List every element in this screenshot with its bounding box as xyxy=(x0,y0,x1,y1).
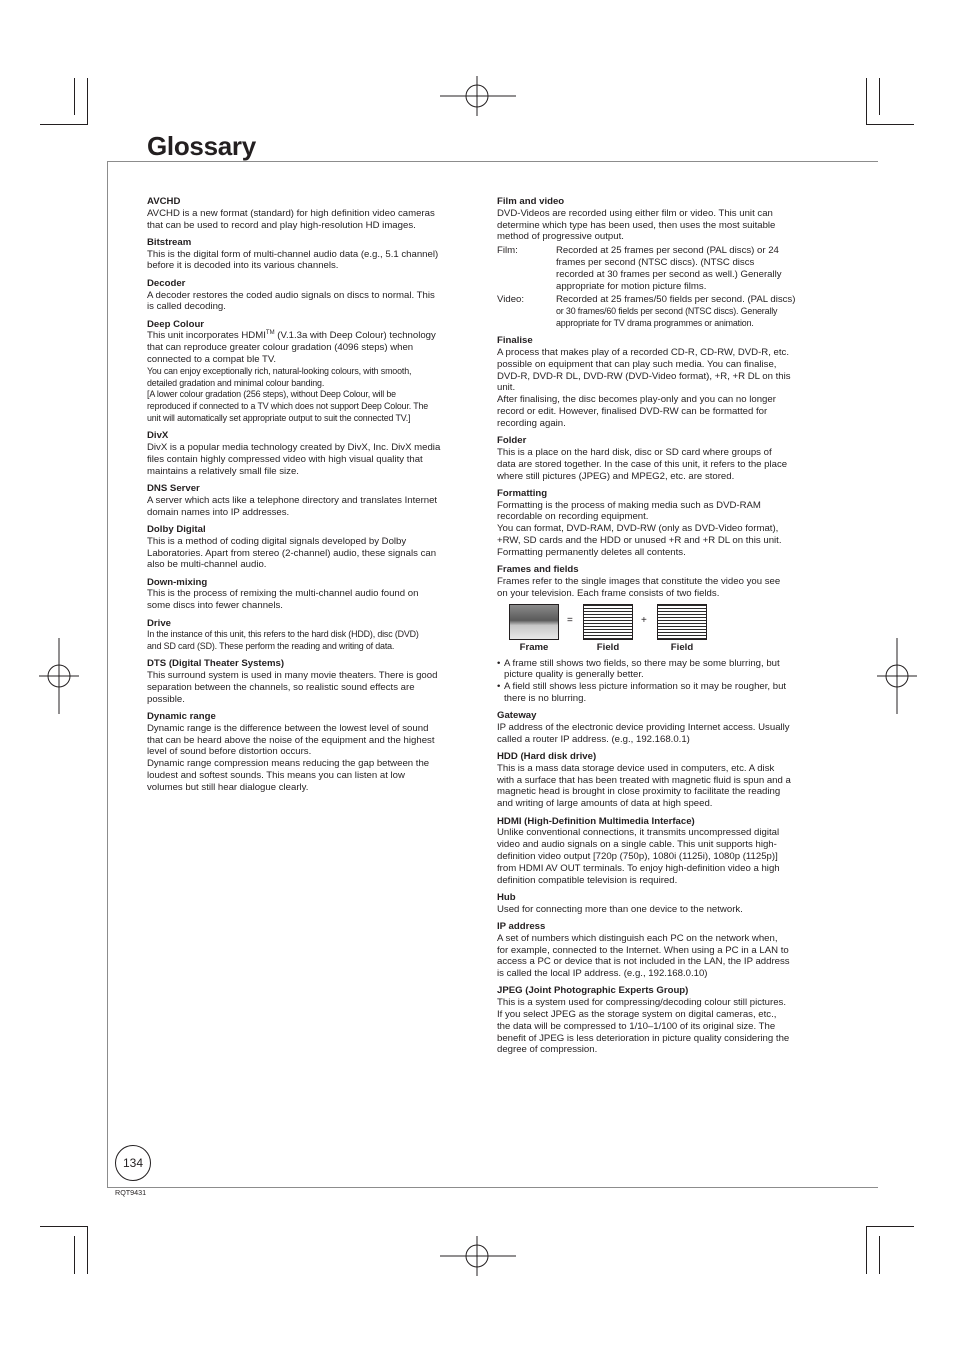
entry-term: Hub xyxy=(497,891,516,903)
equals-sign: = xyxy=(567,614,573,626)
entry-definition-note: You can enjoy exceptionally rich, natural-looking colours, with smooth, detailed gradation and minimal colour banding. [A lower colour gradation (256 steps), without Deep Colour, will be reproduced if connected to a TV which does not support Deep Colour. The unit will automatically set appropriate output to suit the connected TV.] xyxy=(147,365,429,424)
entry-definition: Formatting is the process of making media such as DVD-RAM recordable on recording equipment. You can format, DVD-RAM, DVD-RW (only as DVD-Video format), +RW, SD cards and the HDD or unused +R and +R DL on this unit. Formatting permanently deletes all contents. xyxy=(497,499,782,558)
glossary-entry-bitstream xyxy=(147,237,467,272)
glossary-entry-hdd xyxy=(497,751,819,810)
video-text-note: or 30 frames/60 fields per second (NTSC discs). Generally appropriate for TV drama programmes or animation. xyxy=(556,306,778,328)
entry-definition: This is a system used for compressing/decoding colour still pictures. If you select JPEG as the storage system on digital cameras, etc., the data will be compressed to 1/10–1/100 of its original size. The benefit of JPEG is less deterioration in picture quality considering the degree of compression. xyxy=(497,997,790,1056)
entry-term: Film and video xyxy=(497,196,565,207)
bullet-item xyxy=(497,658,819,682)
entry-definition xyxy=(147,330,467,365)
definition-text: (V.1.3a with Deep Colour) technology that can reproduce greater colour gradation (4096 steps) when connected to a compat ble TV. xyxy=(147,330,436,366)
registration-mark-top xyxy=(440,76,516,116)
frames-fields-illustration xyxy=(497,604,819,656)
glossary-entry-drive xyxy=(147,618,467,653)
entry-term: JPEG (Joint Photographic Experts Group) xyxy=(497,985,689,997)
glossary-entry-ip-address xyxy=(497,921,819,980)
entry-definition: Used for connecting more than one device to the network. xyxy=(497,903,743,915)
entry-definition: DVD-Videos are recorded using either film or video. This unit can determine which type has been used, then uses the most suitable method of progressive output. xyxy=(497,207,776,243)
entry-term: Decoder xyxy=(147,277,186,289)
entry-definition: A server which acts like a telephone directory and translates Internet domain names into IP addresses. xyxy=(147,494,438,518)
entry-term: Drive xyxy=(147,617,171,629)
right-column xyxy=(497,196,819,1062)
bullet-item xyxy=(497,681,819,705)
entry-definition: Unlike conventional connections, it transmits uncompressed digital video and audio signals on a single cable. This unit supports high- definition video output [720p (750p), 1080i (1125i), 1080p (1125p)] from HDMI AV OUT terminals. To enjoy high-definition video a high definition compatible television is required. xyxy=(497,827,780,886)
entry-term: DivX xyxy=(147,430,169,442)
film-row xyxy=(497,245,819,292)
glossary-entry-dolby-digital xyxy=(147,524,467,571)
glossary-entry-gateway xyxy=(497,710,819,745)
field-image-1 xyxy=(583,604,633,640)
entry-term: Bitstream xyxy=(147,236,192,248)
frame-label: Frame xyxy=(519,641,549,653)
glossary-entry-jpeg xyxy=(497,985,819,1056)
glossary-entry-hdmi xyxy=(497,816,819,887)
entry-term: DNS Server xyxy=(147,483,200,495)
left-margin-rule xyxy=(107,161,108,1188)
glossary-entry-dts xyxy=(147,658,467,705)
bullet-text: A field still shows less picture information so it may be rougher, but there is no blurring. xyxy=(504,681,787,704)
entry-definition: Frames refer to the single images that constitute the video you see on your television. Each frame consists of two fields. xyxy=(497,575,781,599)
video-text xyxy=(556,294,819,329)
entry-term: HDMI (High-Definition Multimedia Interface) xyxy=(497,815,695,827)
entry-term: Deep Colour xyxy=(147,318,205,330)
document-code: RQT9431 xyxy=(115,1188,147,1197)
glossary-entry-film-and-video xyxy=(497,196,819,330)
entry-term: AVCHD xyxy=(147,196,181,207)
registration-mark-bottom xyxy=(440,1236,516,1276)
definition-text: This unit incorporates HDMI xyxy=(147,330,266,342)
entry-definition: IP address of the electronic device providing Internet access. Usually called a router IP address. (e.g., 192.168.0.1) xyxy=(497,721,790,745)
glossary-entry-decoder xyxy=(147,278,467,313)
entry-definition: A set of numbers which distinguish each PC on the network when, for example, connected to the Internet. When using a PC in a LAN to access a PC or device that is not included in the LAN, the IP address is called the local IP address. (e.g., 192.168.0.10) xyxy=(497,932,790,980)
left-column xyxy=(147,196,467,799)
video-label: Video: xyxy=(497,294,525,306)
entry-term: Dynamic range xyxy=(147,711,216,723)
frame-image xyxy=(509,604,559,640)
glossary-entry-dns-server xyxy=(147,483,467,518)
glossary-entry-divx xyxy=(147,430,467,477)
trademark-superscript: TM xyxy=(265,330,275,337)
glossary-entry-hub xyxy=(497,892,819,916)
entry-term: DTS (Digital Theater Systems) xyxy=(147,658,285,670)
entry-definition: In the instance of this unit, this refers to the hard disk (HDD), disc (DVD) and SD card (SD). These perform the reading and writing of data. xyxy=(147,629,419,652)
entry-term: Frames and fields xyxy=(497,564,579,576)
entry-definition: This is the digital form of multi-channel audio data (e.g., 5.1 channel) before it is decoded into its various channels. xyxy=(147,248,439,272)
entry-definition: A process that makes play of a recorded CD-R, CD-RW, DVD-R, etc. possible on equipment that can play such media. You can finalise, DVD-R, DVD-R DL, DVD-RW (DVD-Video format), +R, +R DL on this unit. After finalising, the disc becomes play-only and you can no longer record or edit. However, finalised DVD-RW can be formatted for recording again. xyxy=(497,347,791,429)
registration-mark-right xyxy=(877,638,917,714)
field-label-1: Field xyxy=(596,641,620,653)
video-row xyxy=(497,294,819,329)
entry-definition: AVCHD is a new format (standard) for high definition video cameras that can be used to record and play high-resolution HD images. xyxy=(147,207,435,231)
entry-definition: This is a mass data storage device used in computers, etc. A disk with a surface that has been treated with magnetic fluid is spun and a magnetic head is brought in close proximity to facilitate the reading and writing of large amounts of data at high speed. xyxy=(497,762,791,810)
entry-term: IP address xyxy=(497,920,546,932)
glossary-entry-dynamic-range xyxy=(147,711,467,794)
glossary-entry-down-mixing xyxy=(147,577,467,612)
field-label-2: Field xyxy=(670,641,694,653)
glossary-entry-finalise xyxy=(497,335,819,429)
bullet-text: A frame still shows two fields, so there may be some blurring, but picture quality is generally better. xyxy=(504,657,780,681)
entry-term: Formatting xyxy=(497,487,548,499)
entry-term: Folder xyxy=(497,435,527,447)
glossary-entry-frames-and-fields xyxy=(497,564,819,705)
entry-definition: This is a method of coding digital signals developed by Dolby Laboratories. Apart from stereo (2-channel) audio, these signals can also be multi-channel audio. xyxy=(147,535,437,571)
field-image-2 xyxy=(657,604,707,640)
page-number: 134 xyxy=(115,1145,151,1181)
entry-definition: This is the process of remixing the multi-channel audio found on some discs into fewer channels. xyxy=(147,588,419,612)
bullet-mark: • xyxy=(497,657,501,669)
entry-term: Dolby Digital xyxy=(147,523,206,535)
entry-definition: DivX is a popular media technology created by DivX, Inc. DivX media files contain highly compressed video with high visual quality that maintains a relatively small file size. xyxy=(147,442,441,477)
entry-term: HDD (Hard disk drive) xyxy=(497,751,597,763)
bullet-mark: • xyxy=(497,681,501,693)
entry-term: Finalise xyxy=(497,335,533,347)
film-text: Recorded at 25 frames per second (PAL discs) or 24 frames per second (NTSC discs). (NTSC discs recorded at 30 frames per second as well.) Generally appropriate for motion picture films. xyxy=(556,245,782,292)
entry-definition: This surround system is used in many movie theaters. There is good separation between the channels, so realistic sound effects are possible. xyxy=(147,670,438,705)
entry-definition: Dynamic range is the difference between the lowest level of sound that can be heard above the noise of the equipment and the highest level of sound before distortion occurs. Dynamic range compression means reducing the gap between the loudest and softest sounds. This means you can listen at low volumes but still hear dialogue clearly. xyxy=(147,722,435,793)
video-text-line: Recorded at 25 frames/50 fields per second. (PAL discs) xyxy=(556,294,796,306)
page-title: Glossary xyxy=(147,131,256,161)
plus-sign: + xyxy=(641,614,647,626)
entry-term: Gateway xyxy=(497,710,537,722)
glossary-entry-avchd xyxy=(147,196,467,231)
entry-definition: A decoder restores the coded audio signals on discs to normal. This is called decoding. xyxy=(147,289,435,313)
glossary-entry-formatting xyxy=(497,488,819,559)
entry-definition: This is a place on the hard disk, disc or SD card where groups of data are stored together. In the case of this unit, it refers to the place where still pictures (JPEG) and MPEG2, etc. are stored. xyxy=(497,446,788,482)
entry-term: Down-mixing xyxy=(147,576,208,588)
glossary-entry-folder xyxy=(497,435,819,482)
footer-rule xyxy=(107,1187,878,1188)
glossary-entry-deep-colour xyxy=(147,319,467,425)
film-label: Film: xyxy=(497,245,518,257)
registration-mark-left xyxy=(39,638,79,714)
